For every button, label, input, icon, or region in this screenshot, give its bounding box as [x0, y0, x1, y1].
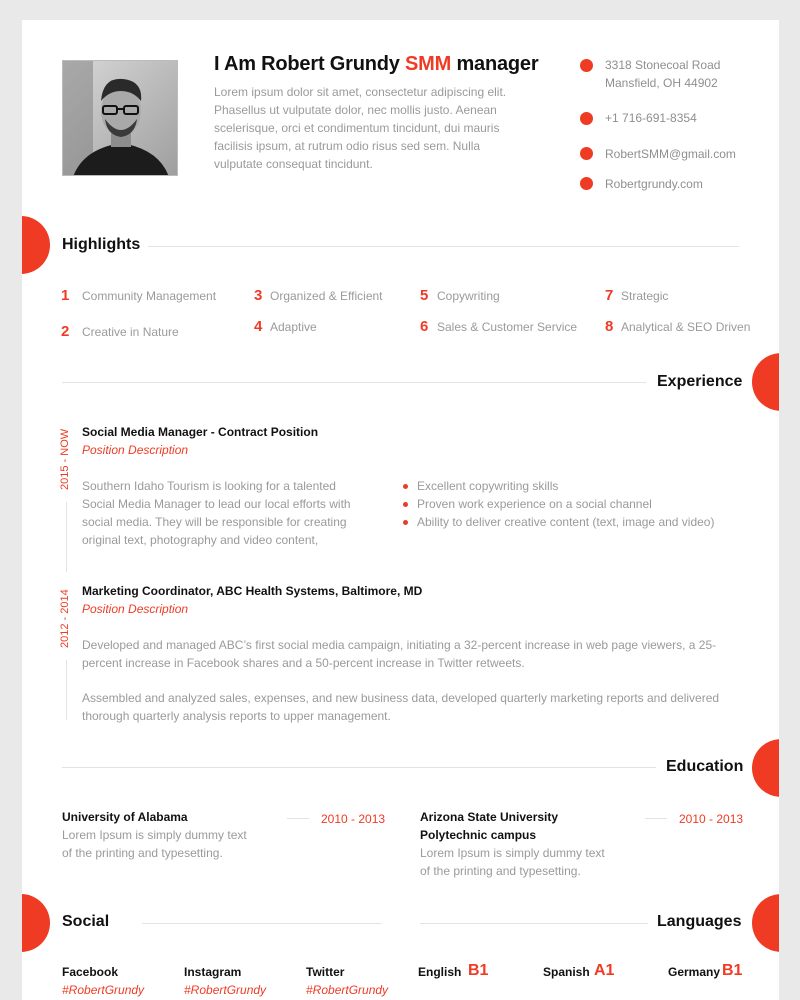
title-suffix: manager — [451, 53, 539, 75]
highlight-number: 2 — [61, 323, 70, 340]
job-period: 2015 - NOW — [59, 428, 71, 490]
highlight-number: 6 — [420, 318, 429, 335]
decorative-circle-experience — [752, 353, 779, 411]
school-name: Arizona State University — [420, 810, 559, 824]
job-paragraph: Developed and managed ABC’s first social media campaign, initiating a 32-percent increase in web page viewers, a 25-percent increase in Facebook shares and a 50-percent increase in Twitter retweets. — [82, 638, 717, 670]
job-bullet: Ability to deliver creative content (text, image and video) — [417, 515, 715, 529]
location-icon — [580, 59, 593, 72]
language-level: B1 — [722, 962, 743, 979]
address-line2: Mansfield, OH 44902 — [605, 76, 718, 90]
highlight-number: 1 — [61, 287, 70, 304]
year-divider — [645, 818, 667, 819]
languages-heading: Languages — [657, 913, 742, 930]
website-link[interactable]: Robertgrundy.com — [605, 177, 703, 191]
education-heading: Education — [666, 758, 744, 775]
job-bullet: Excellent copywriting skills — [417, 479, 559, 493]
email-icon — [580, 147, 593, 160]
phone-icon — [580, 112, 593, 125]
experience-heading: Experience — [657, 373, 743, 390]
social-divider — [142, 923, 381, 924]
address-line1: 3318 Stonecoal Road — [605, 58, 721, 72]
school-years: 2010 - 2013 — [679, 812, 744, 826]
education-divider — [62, 767, 656, 768]
phone-number: +1 716-691-8354 — [605, 111, 697, 125]
email-link[interactable]: RobertSMM@gmail.com — [605, 147, 736, 161]
job-subtitle: Position Description — [82, 602, 189, 616]
school-name: University of Alabama — [62, 810, 188, 824]
highlight-number: 8 — [605, 318, 614, 335]
highlight-item: Creative in Nature — [82, 325, 179, 339]
profile-photo — [62, 60, 178, 176]
highlight-number: 3 — [254, 287, 263, 304]
title-prefix: I Am Robert Grundy — [214, 53, 406, 75]
decorative-circle-education — [752, 739, 779, 797]
timeline-line — [66, 660, 67, 720]
page-title — [214, 53, 574, 76]
title-accent: SMM — [405, 53, 452, 75]
job-title: Marketing Coordinator, ABC Health Systems, Baltimore, MD — [82, 584, 423, 598]
highlight-item: Organized & Efficient — [270, 289, 383, 303]
language-name: Spanish — [543, 965, 590, 979]
highlight-item: Adaptive — [270, 320, 317, 334]
highlight-item: Sales & Customer Service — [437, 320, 578, 334]
social-network: Instagram — [184, 965, 242, 979]
school-description: Lorem Ipsum is simply dummy text of the printing and typesetting. — [62, 828, 247, 860]
highlight-number: 4 — [254, 318, 263, 335]
school-years: 2010 - 2013 — [321, 812, 386, 826]
summary-text: Lorem ipsum dolor sit amet, consectetur adipiscing elit. Phasellus ut vulputate dolor, nec mollis justo. Aenean scelerisque, orci et condimentum tincidunt, dui mauris facilisis ipsum, at rutrum odio risus sed sem. Nulla vulputate consequat tincidunt. — [214, 85, 507, 171]
decorative-circle-languages — [752, 894, 779, 952]
highlights-heading: Highlights — [62, 236, 141, 253]
experience-divider — [62, 382, 646, 383]
resume-page — [22, 20, 779, 1000]
job-paragraph: Assembled and analyzed sales, expenses, and new business data, developed quarterly marketing reports and delivered thorough quarterly analysis reports to upper management. — [82, 691, 720, 723]
timeline-line — [66, 502, 67, 572]
social-heading: Social — [62, 913, 110, 930]
language-name: Germany — [668, 965, 721, 979]
decorative-circle-highlights — [22, 216, 50, 274]
social-handle[interactable]: #RobertGrundy — [306, 983, 389, 997]
decorative-circle-social — [22, 894, 50, 952]
highlight-item: Copywriting — [437, 289, 500, 303]
languages-divider — [420, 923, 648, 924]
highlight-item: Community Management — [82, 289, 217, 303]
highlight-item: Strategic — [621, 289, 669, 303]
social-handle[interactable]: #RobertGrundy — [184, 983, 267, 997]
language-name: English — [418, 965, 462, 979]
year-divider — [287, 818, 309, 819]
school-description: Lorem Ipsum is simply dummy text of the printing and typesetting. — [420, 846, 605, 878]
highlight-number: 5 — [420, 287, 429, 304]
highlights-divider — [148, 246, 739, 247]
highlight-number: 7 — [605, 287, 614, 304]
school-campus: Polytechnic campus — [420, 828, 537, 842]
social-handle[interactable]: #RobertGrundy — [62, 983, 145, 997]
job-subtitle: Position Description — [82, 443, 189, 457]
social-network: Twitter — [306, 965, 345, 979]
job-bullet: Proven work experience on a social channel — [417, 497, 652, 511]
language-level: B1 — [468, 962, 489, 979]
job-description: Southern Idaho Tourism is looking for a talented Social Media Manager to lead our local efforts with social media. They will be responsible for creating original text, photography and video content, — [82, 479, 351, 547]
social-network: Facebook — [62, 965, 119, 979]
job-period: 2012 - 2014 — [59, 589, 71, 648]
job-title: Social Media Manager - Contract Position — [82, 425, 319, 439]
highlight-item: Analytical & SEO Driven — [621, 320, 751, 334]
globe-icon — [580, 177, 593, 190]
language-level: A1 — [594, 962, 615, 979]
